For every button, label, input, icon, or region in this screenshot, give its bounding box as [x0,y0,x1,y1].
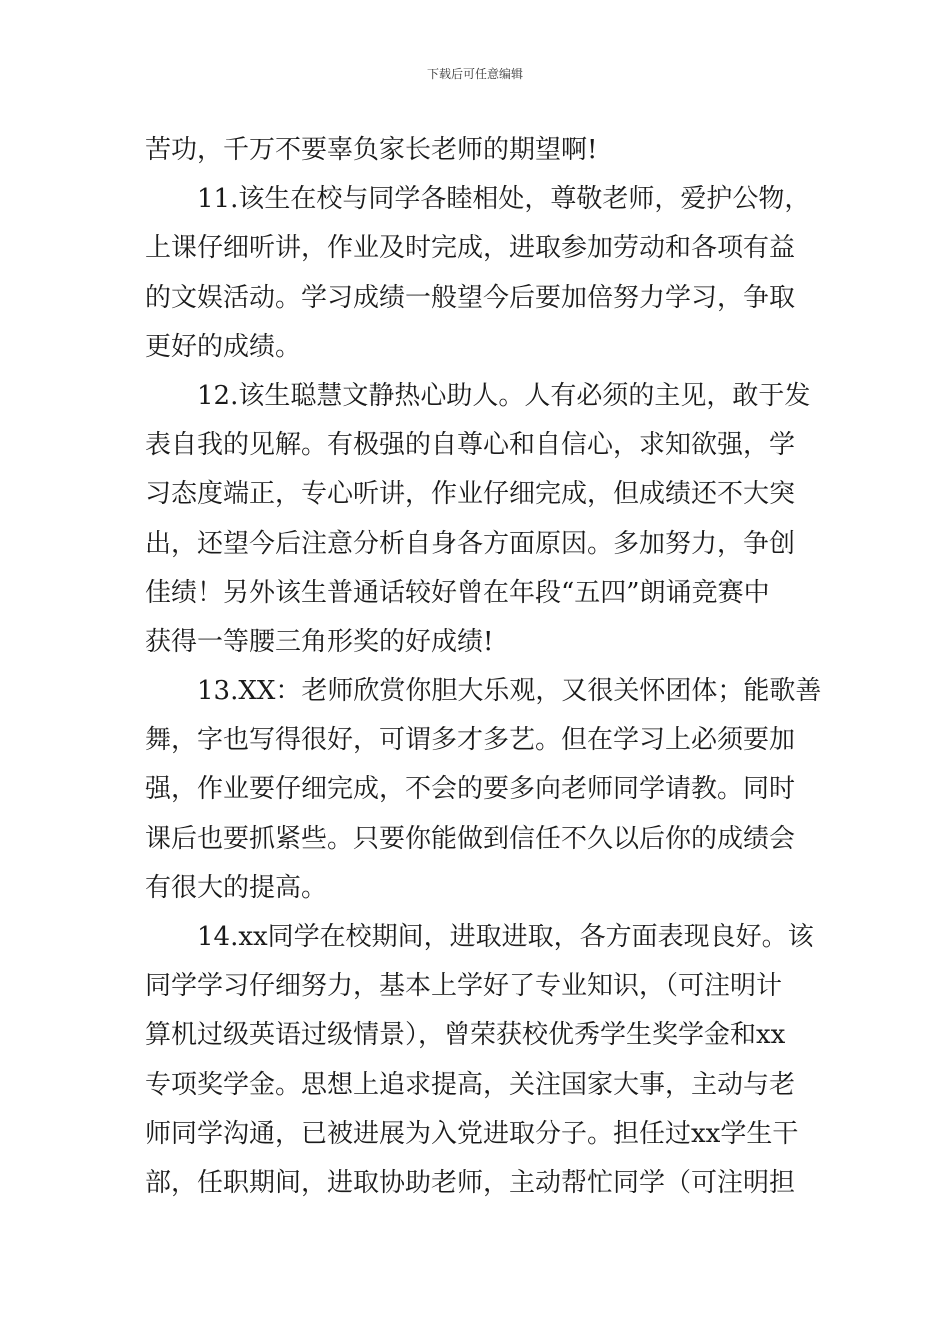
paragraph-start-13: 13.XX：老师欣赏你胆大乐观，又很关怀团体；能歌善 [197,676,822,707]
text-line: 获得一等腰三角形奖的好成绩! [145,626,494,657]
text-line: 舞，字也写得很好，可谓多才多艺。但在学习上必须要加 [145,725,796,756]
text-line: 专项奖学金。思想上追求提高，关注国家大事，主动与老 [145,1069,796,1100]
text-line: 师同学沟通，已被进展为入党进取分子。担任过xx学生干 [145,1118,799,1149]
text-line: 表自我的见解。有极强的自尊心和自信心，求知欲强，学 [145,430,796,461]
paragraph-start-11: 11.该生在校与同学各睦相处，尊敬老师，爱护公物， [197,184,811,215]
paragraph-start-14: 14.xx同学在校期间，进取进取，各方面表现良好。该 [197,922,814,952]
text-line: 习态度端正，专心听讲，作业仔细完成，但成绩还不大突 [145,479,796,510]
text-line: 的文娱活动。学习成绩一般望今后要加倍努力学习，争取 [145,282,796,313]
text-line: 上课仔细听讲，作业及时完成，进取参加劳动和各项有益 [145,233,796,264]
text-line: 更好的成绩。 [145,331,302,362]
text-line: 强，作业要仔细完成，不会的要多向老师同学请教。同时 [145,774,796,805]
paragraph-start-12: 12.该生聪慧文静热心助人。人有必须的主见，敢于发 [197,380,811,411]
text-line: 出，还望今后注意分析自身各方面原因。多加努力，争创 [145,528,796,559]
text-line: 有很大的提高。 [145,872,328,903]
document-body [145,126,822,1208]
text-line: 同学学习仔细努力，基本上学好了专业知识，（可注明计 [145,971,783,1002]
text-line: 苦功，千万不要辜负家长老师的期望啊! [145,135,598,165]
text-line: 佳绩！另外该生普通话较好曾在年段“五四”朗诵竞赛中 [145,577,770,608]
text-line: 课后也要抓紧些。只要你能做到信任不久以后你的成绩会 [145,823,796,854]
text-line: 部，任职期间，进取协助老师，主动帮忙同学（可注明担 [145,1167,796,1198]
page-header: 下载后可任意编辑 [426,67,523,81]
text-line: 算机过级英语过级情景），曾荣获校优秀学生奖学金和xx [145,1020,786,1051]
